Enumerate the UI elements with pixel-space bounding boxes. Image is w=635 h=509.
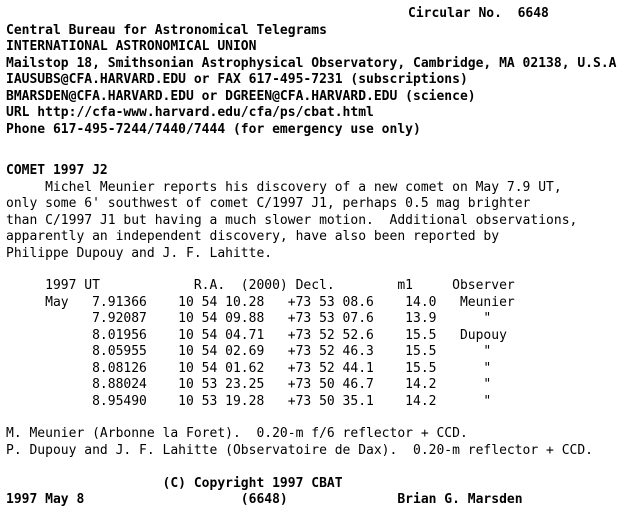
header-line-url: URL http://cfa-www.harvard.edu/cfa/ps/cbat.html <box>6 105 374 120</box>
body-paragraph-line-1: Michel Meunier reports his discovery of a new comet on May 7.9 UT, <box>6 179 562 195</box>
circular-header <box>0 0 635 138</box>
copyright-line: (C) Copyright 1997 CBAT <box>6 475 343 491</box>
table-row: 7.92087 10 54 09.88 +73 53 07.6 13.9 " <box>6 311 492 326</box>
observations-table <box>0 278 635 410</box>
body-paragraph-line-5: Philippe Dupouy and J. F. Lahitte. <box>6 245 273 261</box>
header-line-address: Mailstop 18, Smithsonian Astrophysical Observatory, Cambridge, MA 02138, U.S.A <box>6 55 617 71</box>
body-paragraph-line-3: than C/1997 J1 but having a much slower motion. Additional observations, <box>6 212 578 228</box>
spacer-after-header <box>0 138 635 163</box>
table-row: 8.05955 10 54 02.69 +73 52 46.3 15.5 " <box>6 344 492 359</box>
spacer-after-paragraph <box>0 262 635 278</box>
spacer-after-table <box>0 410 635 426</box>
body-paragraph-line-4: apparently an independent discovery, have also been reported by <box>6 229 500 244</box>
header-line-union: INTERNATIONAL ASTRONOMICAL UNION <box>6 39 257 54</box>
observations-table-header: 1997 UT R.A. (2000) Decl. m1 Observer <box>6 278 515 293</box>
signature-line: 1997 May 8 (6648) Brian G. Marsden <box>6 492 523 507</box>
circular-footer <box>0 426 635 509</box>
table-row: May 7.91366 10 54 10.28 +73 53 08.6 14.0 Meunier <box>6 294 515 310</box>
table-row: 8.01956 10 54 04.71 +73 52 52.6 15.5 Dupouy <box>6 327 507 343</box>
spacer-before-copyright <box>0 459 635 476</box>
body-paragraph-line-2: only some 6' southwest of comet C/1997 J1, perhaps 0.5 mag brighter <box>6 196 531 211</box>
observer-note-dupouy: P. Dupouy and J. F. Lahitte (Observatoire de Dax). 0.20-m reflector + CCD. <box>6 442 593 458</box>
observer-note-meunier: M. Meunier (Arbonne la Foret). 0.20-m f/6 reflector + CCD. <box>6 426 468 441</box>
circular-body <box>0 163 635 262</box>
table-row: 8.08126 10 54 01.62 +73 52 44.1 15.5 " <box>6 360 492 376</box>
object-title: COMET 1997 J2 <box>6 163 108 178</box>
circular-number-heading: Circular No. 6648 <box>408 6 549 21</box>
header-line-bureau: Central Bureau for Astronomical Telegrams <box>6 22 327 38</box>
header-line-phone: Phone 617-495-7244/7440/7444 (for emergency use only) <box>6 121 421 137</box>
header-line-science-email: BMARSDEN@CFA.HARVARD.EDU or DGREEN@CFA.HARVARD.EDU (science) <box>6 88 476 104</box>
header-line-subscriptions-email: IAUSUBS@CFA.HARVARD.EDU or FAX 617-495-7231 (subscriptions) <box>6 72 468 87</box>
table-row: 8.88024 10 53 23.25 +73 50 46.7 14.2 " <box>6 377 492 392</box>
table-row: 8.95490 10 53 19.28 +73 50 35.1 14.2 " <box>6 393 492 409</box>
